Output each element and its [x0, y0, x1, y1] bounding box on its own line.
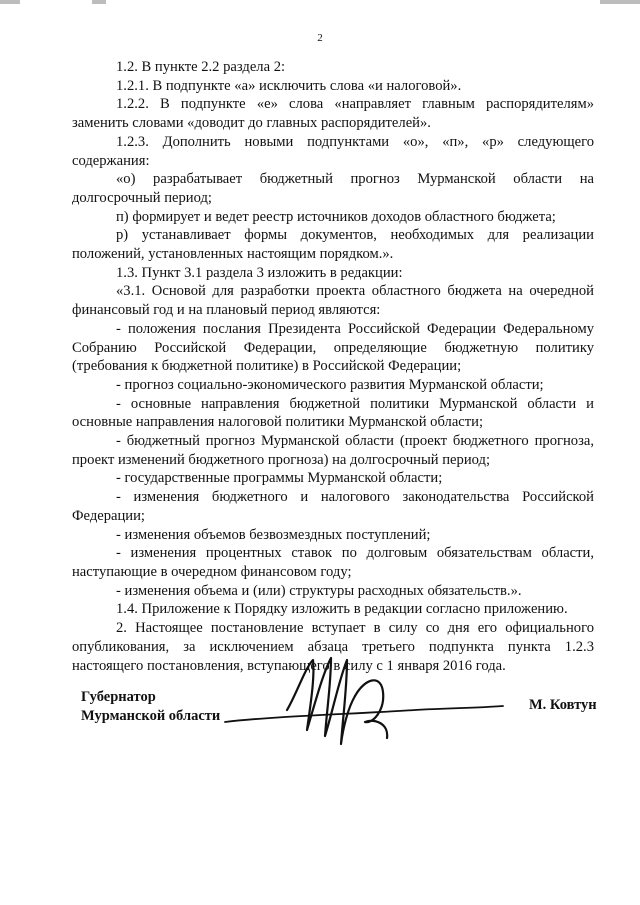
signer-name: М. Ковтун — [529, 697, 597, 713]
paragraph: - изменения объема и (или) структуры расходных обязательств.». — [116, 582, 522, 599]
page-number: 2 — [317, 32, 323, 44]
paragraph: 1.2.2. В подпункте «е» слова «направляет главным распорядителям» заменить словами «доводит до главных распорядителей». — [72, 96, 594, 132]
paragraph: 1.2.3. Дополнить новыми подпунктами «о», «п», «р» следующего содержания: — [72, 133, 594, 169]
signer-title — [81, 688, 220, 726]
paragraph: 1.3. Пункт 3.1 раздела 3 изложить в редакции: — [116, 264, 403, 281]
signer-title-line2: Мурманской области — [81, 708, 221, 724]
handwritten-signature — [215, 648, 515, 758]
paragraph: р) устанавливает формы документов, необходимых для реализации положений, установленных настоящим порядком.». — [72, 227, 594, 263]
paragraph: - изменения процентных ставок по долговым обязательствам области, наступающие в очередном финансовом году; — [72, 545, 594, 580]
paragraph: «о) разрабатывает бюджетный прогноз Мурманской области на долгосрочный период; — [72, 171, 594, 206]
paragraph: 2. Настоящее постановление вступает в силу со дня его официального опубликования, за исключением абзаца третьего подпункта пункта 1.2.3 настоящего постановления, вступающего в силу с 1 января 2016 года. — [72, 620, 594, 674]
paragraph: 1.4. Приложение к Порядку изложить в редакции согласно приложению. — [116, 601, 568, 618]
paragraph: - прогноз социально-экономического развития Мурманской области; — [116, 376, 544, 393]
paragraph: - бюджетный прогноз Мурманской области (проект бюджетного прогноза, проект изменений бюджетного прогноза) на долгосрочный период; — [72, 433, 594, 468]
paragraph: п) формирует и ведет реестр источников доходов областного бюджета; — [116, 208, 556, 225]
signer-title-line1: Губернатор — [81, 689, 156, 705]
paragraph: «3.1. Основой для разработки проекта областного бюджета на очередной финансовый год и на плановый период являются: — [72, 283, 594, 319]
paragraph: - изменения объемов безвозмездных поступлений; — [116, 526, 431, 543]
paragraph: 1.2.1. В подпункте «а» исключить слова «и налоговой». — [116, 77, 462, 94]
paragraph: 1.2. В пункте 2.2 раздела 2: — [116, 59, 286, 75]
paragraph: - изменения бюджетного и налогового законодательства Российской Федерации; — [72, 489, 594, 524]
paragraph: - положения послания Президента Российской Федерации Федеральному Собранию Российской Федерации, определяющие бюджетную политику (требования к бюджетной политике) в Российской Федерации; — [72, 320, 594, 375]
scan-edge-mark — [0, 0, 640, 6]
document-body — [72, 58, 594, 675]
paragraph: - государственные программы Мурманской области; — [116, 470, 443, 487]
paragraph: - основные направления бюджетной политики Мурманской области и основные направления налоговой политики Мурманской области; — [72, 395, 594, 431]
